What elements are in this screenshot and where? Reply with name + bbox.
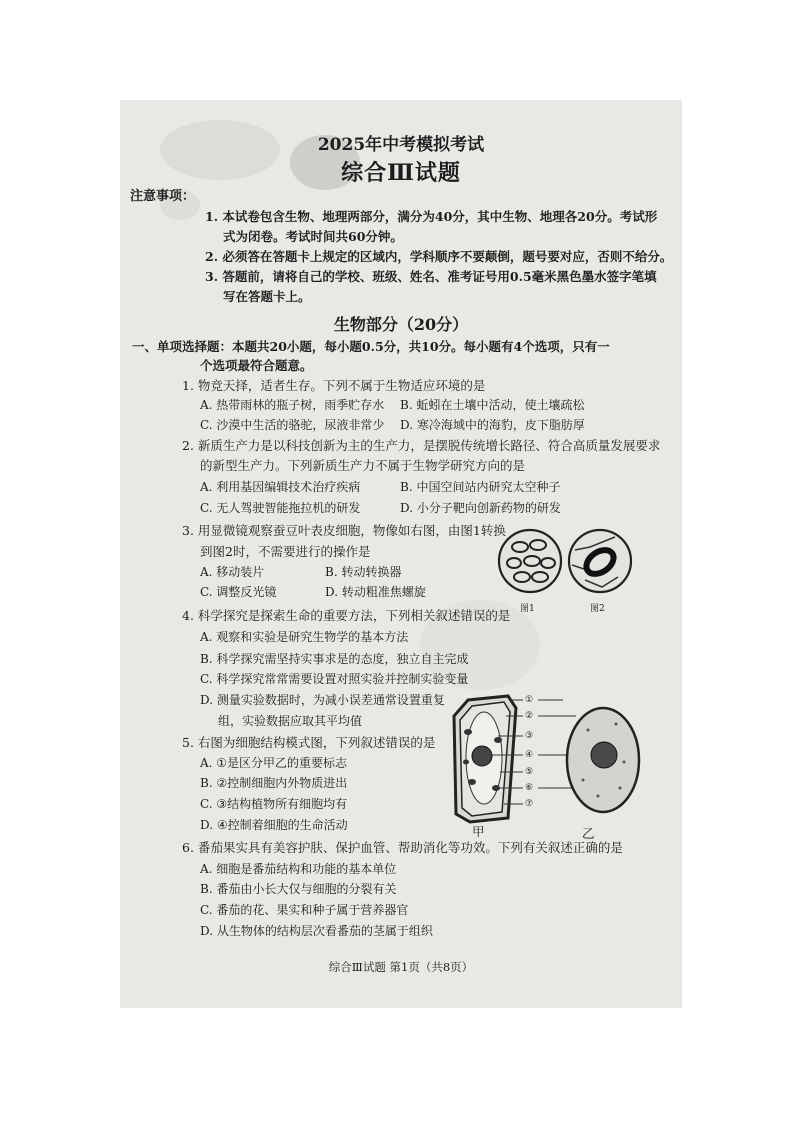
option-a: A. 细胞是番茄结构和功能的基本单位 [200,862,397,876]
option-c: C. ③结构植物所有细胞均有 [200,797,348,811]
cell-label-2: ② [525,711,534,721]
cell-label-6: ⑥ [525,783,534,793]
option-c: C. 科学探究常常需要设置对照实验并控制实验变量 [200,672,469,686]
part-instruction: 一、单项选择题：本题共20小题，每小题0.5分，共10分。每小题有4个选项，只有一 [132,339,610,354]
cell-label-4: ④ [525,750,534,760]
option-a: A. ①是区分甲乙的重要标志 [200,756,348,770]
option-d: D. 从生物体的结构层次看番茄的茎属于组织 [200,924,433,938]
question-stem: 3. 用显微镜观察蚕豆叶表皮细胞，物像如右图，由图1转换 [182,523,506,538]
page-footer: 综合Ⅲ试题 第1页（共8页） [328,960,474,974]
question-stem: 6. 番茄果实具有美容护肤、保护血管、帮助消化等功效。下列有关叙述正确的是 [182,840,623,855]
option-d: D. 寒冷海域中的海豹，皮下脂肪厚 [400,418,585,432]
option-c: C. 无人驾驶智能拖拉机的研发 [200,501,361,515]
option-b: B. 蚯蚓在土壤中活动，使土壤疏松 [400,398,585,412]
cell-label-7: ⑦ [525,799,534,809]
option-c: C. 沙漠中生活的骆驼，尿液非常少 [200,418,385,432]
option-b: B. 科学探究需坚持实事求是的态度，独立自主完成 [200,652,469,666]
option-a: A. 观察和实验是研究生物学的基本方法 [200,630,409,644]
exam-title: 2025年中考模拟考试 [317,135,485,155]
cell-label-5: ⑤ [525,767,534,777]
notice-item: 写在答题卡上。 [223,289,311,304]
option-a: A. 移动装片 [200,565,265,579]
exam-paper [120,100,682,1008]
option-d: D. ④控制着细胞的生命活动 [200,818,348,832]
cell-jia-label: 甲 [472,824,485,839]
notice-item: 1. 本试卷包含生物、地理两部分，满分为40分，其中生物、地理各20分。考试形 [205,209,658,224]
figure-2-label: 图2 [590,604,605,614]
option-b: B. 中国空间站内研究太空种子 [400,480,561,494]
question-stem: 5. 右图为细胞结构模式图，下列叙述错误的是 [182,735,436,750]
option-d: D. 测量实验数据时，为减小误差通常设置重复 [200,693,445,707]
cell-yi-label: 乙 [582,826,595,841]
notice-heading: 注意事项： [130,189,196,204]
question-stem: 2. 新质生产力是以科技创新为主的生产力，是摆脱传统增长路径、符合高质量发展要求 [182,438,661,453]
exam-subtitle: 综合Ⅲ试题 [341,160,461,186]
option-a: A. 利用基因编辑技术治疗疾病 [200,480,361,494]
cell-label-3: ③ [525,731,534,741]
question-stem: 到图2时，不需要进行的操作是 [200,544,371,559]
option-c: C. 调整反光镜 [200,585,277,599]
question-stem: 1. 物竞天择，适者生存。下列不属于生物适应环境的是 [182,378,486,393]
option-d: D. 小分子靶向创新药物的研发 [400,501,561,515]
notice-item: 3. 答题前，请将自己的学校、班级、姓名、准考证号用0.5毫米黑色墨水签字笔填 [205,269,657,284]
option-b: B. 转动转换器 [325,565,402,579]
microscope-figure [490,525,640,615]
notice-item: 2. 必须答在答题卡上规定的区域内，学科顺序不要颠倒，题号要对应，否则不给分。 [205,249,673,264]
section-title: 生物部分（20分） [333,315,469,334]
option-b: B. ②控制细胞内外物质进出 [200,776,348,790]
option-a: A. 热带雨林的瓶子树，雨季贮存水 [200,398,385,412]
question-stem: 4. 科学探究是探索生命的重要方法，下列相关叙述错误的是 [182,608,511,623]
cell-label-1: ① [525,695,534,705]
option-d: D. 转动粗准焦螺旋 [325,585,426,599]
option-b: B. 番茄由小长大仅与细胞的分裂有关 [200,882,397,896]
notice-item: 式为闭卷。考试时间共60分钟。 [223,229,403,244]
figure-1-label: 图1 [520,604,535,614]
option-c: C. 番茄的花、果实和种子属于营养器官 [200,903,409,917]
cell-diagram [438,692,668,842]
question-stem: 的新型生产力。下列新质生产力不属于生物学研究方向的是 [200,458,526,473]
part-instruction: 个选项最符合题意。 [200,358,313,373]
option-d-continued: 组，实验数据应取其平均值 [218,714,363,728]
